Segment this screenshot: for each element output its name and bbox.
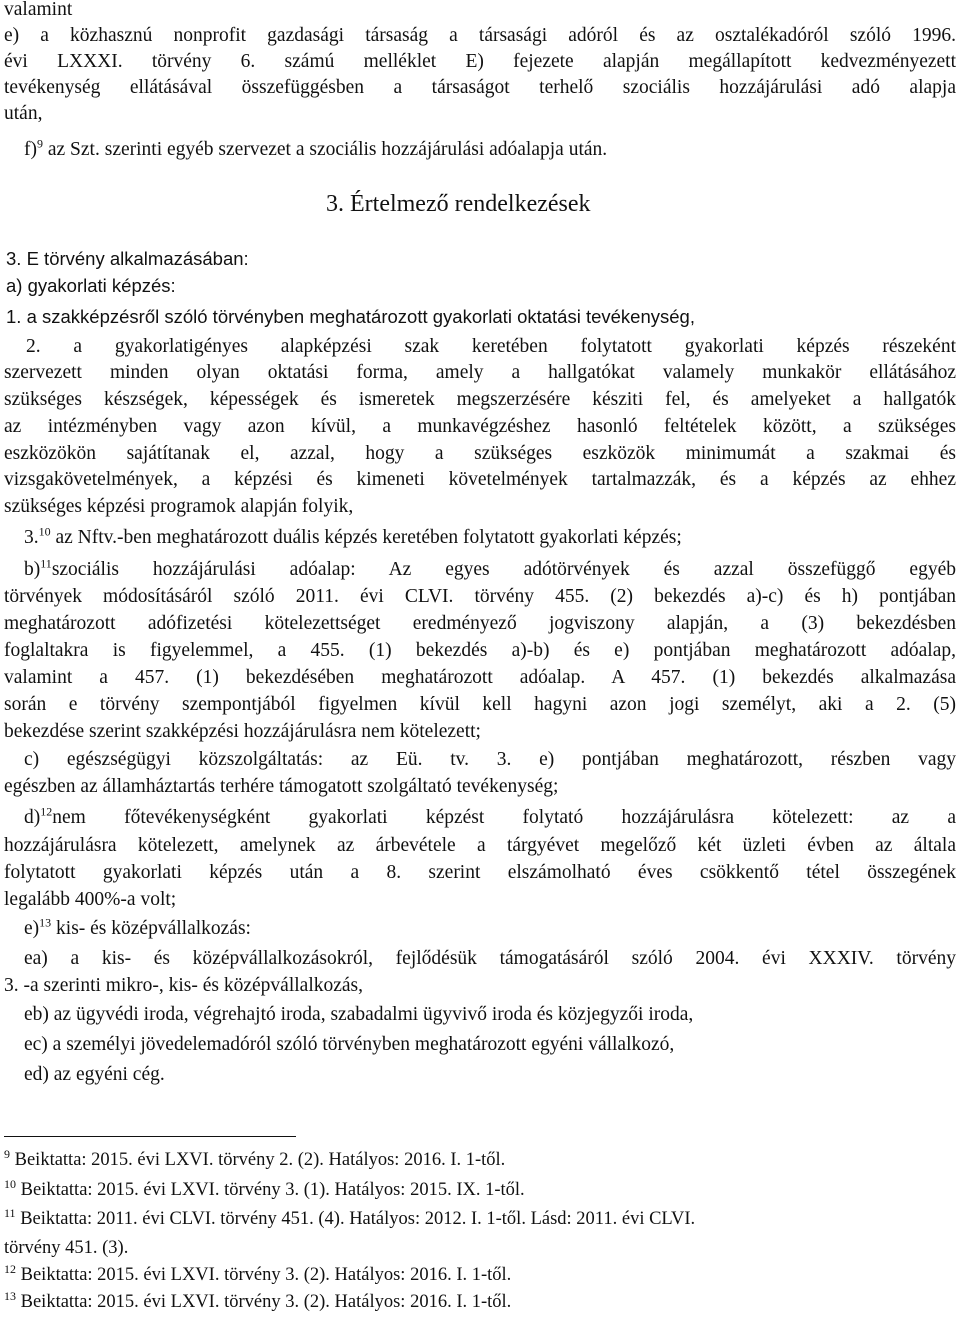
definition-title: a) gyakorlati képzés:: [6, 275, 176, 296]
text-line: után,: [4, 103, 43, 124]
text-line: legalább 400%-a volt;: [4, 889, 177, 910]
text-line: folytatott gyakorlati képzés után a 8. szerint elszámolható éves csökkentő tétel összegének: [4, 862, 956, 883]
footnote-number: 10: [4, 1176, 16, 1191]
footnote-ref: 10: [38, 524, 51, 539]
text-line: c) egészségügyi közszolgáltatás: az Eü. tv. 3. e) pontjában meghatározott, részben vagy: [24, 749, 956, 770]
footnote: [4, 1207, 956, 1231]
text-line: eb) az ügyvédi iroda, végrehajtó iroda, szabadalmi ügyvivő iroda és közjegyzői iroda,: [24, 1004, 694, 1025]
footnote: [4, 1290, 956, 1314]
footnote: [4, 1263, 956, 1287]
footnote: [4, 1178, 956, 1202]
text-line: 1. a szakképzésről szóló törvényben meghatározott gyakorlati oktatási tevékenység,: [6, 306, 695, 327]
text-line: évi LXXXI. törvény 6. számú melléklet E) fejezete alapján megállapított kedvezményezett: [4, 51, 956, 72]
text-line: ea) a kis- és középvállalkozásokról, fejlődésük támogatásáról szóló 2004. évi XXXIV. törvény: [24, 948, 956, 969]
text-line: szervezett minden olyan oktatási forma, amely a hallgatókat valamely munkakör ellátásához: [4, 362, 956, 383]
text-line: tevékenység ellátásával összefüggésben a társaságot terhelő szociális hozzájárulási adó alapja: [4, 77, 956, 98]
text-line: törvények módosításáról szóló 2011. évi CLVI. törvény 455. (2) bekezdés a)-c) és h) pontjában: [4, 586, 956, 607]
text-line: e) a közhasznú nonprofit gazdasági társaság a társasági adóról és az osztalékadóról szóló 1996.: [4, 25, 956, 46]
footnote-number: 13: [4, 1288, 16, 1303]
item-text: nem főtevékenységként gyakorlati képzést folytató hozzájárulásra kötelezett: az a: [52, 807, 956, 828]
section-intro: 3. E törvény alkalmazásában:: [6, 248, 249, 269]
text-line: egészben az államháztartás terhére támogatott szolgáltató tevékenység;: [4, 776, 559, 797]
text-line: eszközökön sajátítanak el, azzal, hogy a szükséges eszközök minimumát a szakmai és: [4, 443, 956, 464]
text-line: vizsgakövetelmények, a képzési és kimeneti követelmények tartalmazzák, és a képzés az ehhez: [4, 469, 956, 490]
item-head: [24, 557, 52, 583]
footnote-ref: 13: [39, 915, 52, 930]
text-line: bekezdése szerint szakképzési hozzájárulásra nem kötelezett;: [4, 721, 481, 742]
text-line: meghatározott adófizetési kötelezettséget eredményező jogviszony alapján, a (3) bekezdésben: [4, 613, 956, 634]
footnote-text: Beiktatta: 2011. évi CLVI. törvény 451. (4). Hatályos: 2012. I. 1-től. Lásd: 2011. évi CLVI.: [15, 1209, 696, 1229]
footnote-number: 11: [4, 1205, 16, 1220]
item-text: szociális hozzájárulási adóalap: Az egyes adótörvények és azzal összefüggő egyéb: [51, 559, 956, 580]
footnote-number: 12: [4, 1261, 16, 1276]
text-line: szükséges képzési programok alapján folyik,: [4, 496, 354, 517]
item-marker: b): [24, 559, 41, 580]
item-head: [24, 805, 52, 831]
item-text: az Szt. szerinti egyéb szervezet a szociális hozzájárulási adóalapja után.: [43, 139, 608, 160]
footnote-text: Beiktatta: 2015. évi LXVI. törvény 3. (2). Hatályos: 2016. I. 1-től.: [16, 1292, 512, 1312]
item-text: kis- és középvállalkozás:: [51, 918, 251, 939]
text-line-b: [24, 557, 956, 583]
text-line-d: [24, 805, 956, 831]
item-text: az Nftv.-ben meghatározott duális képzés keretében folytatott gyakorlati képzés;: [50, 527, 682, 548]
footnote-separator: [4, 1136, 296, 1137]
item-marker: d): [24, 807, 41, 828]
text-line: szükséges készségek, képességek és ismeretek megszerzésére késziti fel, és amelyeket a hallgatók: [4, 389, 956, 410]
text-line-f: [24, 137, 960, 163]
text-line: hozzájárulásra kötelezett, amelynek az árbevétele a tárgyévet megelőző két üzleti évben az általa: [4, 835, 956, 856]
text-line: valamint a 457. (1) bekezdésében meghatározott adóalap. A 457. (1) bekezdés alkalmazása: [4, 667, 956, 688]
section-heading: 3. Értelmező rendelkezések: [326, 191, 591, 217]
footnote-text: Beiktatta: 2015. évi LXVI. törvény 2. (2). Hatályos: 2016. I. 1-től.: [10, 1150, 506, 1170]
text-line: 3. -a szerinti mikro-, kis- és középvállalkozás,: [4, 975, 364, 996]
item-marker: 3.: [24, 527, 39, 548]
footnote-text: Beiktatta: 2015. évi LXVI. törvény 3. (1). Hatályos: 2015. IX. 1-től.: [16, 1180, 525, 1200]
text-line: 2. a gyakorlatigényes alapképzési szak keretében folytatott gyakorlati képzés részeként: [26, 336, 956, 357]
footnote-continuation: törvény 451. (3).: [4, 1238, 129, 1258]
text-line-e: [24, 916, 960, 942]
footnote-ref: 12: [40, 804, 53, 819]
item-marker: e): [24, 918, 40, 939]
text-line: ed) az egyéni cég.: [24, 1064, 165, 1085]
text-line: az intézményben vagy azon kívül, a munkavégzéshez hasonló feltételek között, a szükséges: [4, 416, 956, 437]
text-line: valamint: [4, 0, 73, 20]
text-line: foglaltakra is figyelemmel, a 455. (1) bekezdés a)-b) és e) pontjában meghatározott adóalap,: [4, 640, 956, 661]
footnote: [4, 1148, 956, 1172]
footnote-text: Beiktatta: 2015. évi LXVI. törvény 3. (2). Hatályos: 2016. I. 1-től.: [16, 1265, 512, 1285]
text-line: során e törvény szempontjából figyelmen kívül kell hagyni azon jogi személyt, aki a 2. (5): [4, 694, 956, 715]
item-marker: f): [24, 139, 37, 160]
footnote-ref: 9: [37, 136, 43, 151]
text-line: ec) a személyi jövedelemadóról szóló törvényben meghatározott egyéni vállalkozó,: [24, 1034, 675, 1055]
footnote-number: 9: [4, 1146, 10, 1161]
footnote-ref: 11: [40, 556, 52, 571]
text-line-3: [24, 525, 960, 551]
